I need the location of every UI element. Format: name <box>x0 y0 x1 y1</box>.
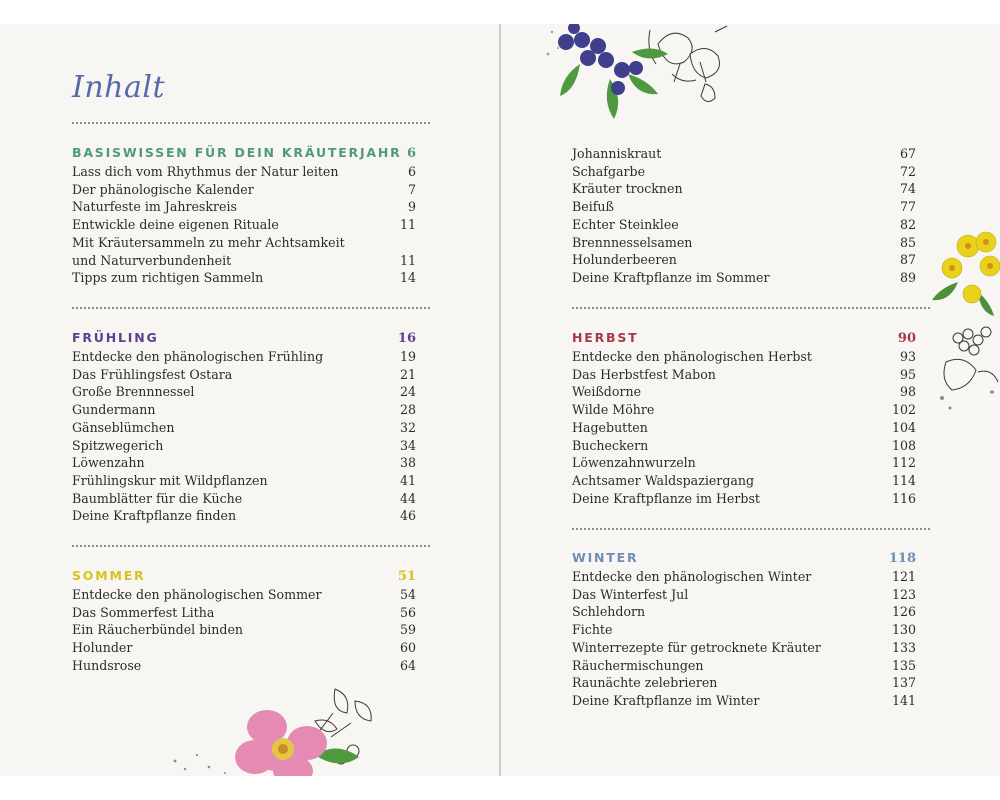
toc-entry-title: Fichte <box>572 622 613 638</box>
toc-entry[interactable] <box>572 586 916 604</box>
toc-entry[interactable] <box>72 401 416 419</box>
toc-entry-page: 116 <box>891 490 916 506</box>
toc-entry[interactable] <box>572 251 916 269</box>
section-heading-fruehling[interactable] <box>72 330 416 348</box>
toc-entry-title: Löwenzahn <box>72 455 145 471</box>
toc-entry-page: 104 <box>891 419 916 435</box>
toc-list <box>72 163 416 287</box>
toc-entry[interactable] <box>572 348 916 366</box>
toc-entry-title: Deine Kraftpflanze im Sommer <box>572 269 770 285</box>
toc-entry[interactable] <box>72 198 416 216</box>
toc-entry-page: 28 <box>399 402 416 418</box>
toc-entry[interactable] <box>72 490 416 508</box>
section-heading-page: 118 <box>888 551 916 566</box>
toc-entry-title: Lass dich vom Rhythmus der Natur leiten <box>72 164 339 179</box>
toc-entry-title: Das Frühlingsfest Ostara <box>72 366 233 382</box>
toc-entry[interactable] <box>72 383 416 401</box>
toc-list <box>72 348 416 525</box>
section-heading-herbst[interactable] <box>572 330 916 348</box>
toc-entry[interactable] <box>72 437 416 455</box>
wild-rose-illustration <box>165 685 395 776</box>
toc-entry-title: Das Winterfest Jul <box>572 586 689 602</box>
toc-entry-page: 60 <box>399 640 416 656</box>
toc-entry-page: 126 <box>891 604 916 620</box>
toc-entry-page: 87 <box>899 252 916 268</box>
toc-entry[interactable] <box>72 234 416 252</box>
toc-entry-page: 44 <box>399 490 416 506</box>
toc-entry[interactable] <box>572 419 916 437</box>
toc-entry-page: 95 <box>899 366 916 382</box>
toc-entry-page: 133 <box>891 639 916 655</box>
toc-entry-title: Hagebutten <box>572 419 648 435</box>
toc-entry-page: 32 <box>399 419 416 435</box>
toc-entry-page: 108 <box>891 437 916 453</box>
section-heading-page: 51 <box>397 569 416 584</box>
toc-entry-title: Winterrezepte für getrocknete Kräuter <box>572 639 821 655</box>
toc-entry[interactable] <box>572 198 916 216</box>
toc-entry[interactable] <box>572 657 916 675</box>
toc-entry[interactable] <box>72 252 416 270</box>
toc-entry-page: 59 <box>399 622 416 638</box>
toc-entry[interactable] <box>572 674 916 692</box>
toc-entry-title: Spitzwegerich <box>72 437 164 453</box>
section-fruehling <box>72 330 416 525</box>
toc-entry[interactable] <box>572 621 916 639</box>
toc-entry-page: 82 <box>899 216 916 232</box>
toc-entry-title: Das Sommerfest Litha <box>72 604 215 620</box>
toc-entry-title: Frühlingskur mit Wildpflanzen <box>72 472 268 488</box>
toc-entry-page: 67 <box>899 146 916 161</box>
toc-entry-title: und Naturverbundenheit <box>72 252 232 268</box>
toc-entry[interactable] <box>572 234 916 252</box>
toc-entry[interactable] <box>572 366 916 384</box>
toc-entry[interactable] <box>72 216 416 234</box>
toc-entry-page: 34 <box>399 437 416 453</box>
toc-entry[interactable] <box>72 419 416 437</box>
toc-entry[interactable] <box>72 366 416 384</box>
toc-entry[interactable] <box>72 269 416 287</box>
toc-entry-title: Löwenzahnwurzeln <box>572 455 696 471</box>
toc-entry-page: 135 <box>891 657 916 673</box>
toc-entry[interactable] <box>72 639 416 657</box>
section-divider <box>72 545 430 547</box>
toc-entry-title: Das Herbstfest Mabon <box>572 366 716 382</box>
toc-entry-title: Entwickle deine eigenen Rituale <box>72 217 279 233</box>
toc-entry-title: Räuchermischungen <box>572 657 704 673</box>
book-gutter <box>499 24 501 776</box>
toc-entry[interactable] <box>72 181 416 199</box>
toc-entry[interactable] <box>572 490 916 508</box>
toc-entry-title: Bucheckern <box>572 437 649 453</box>
section-sommer <box>72 568 416 675</box>
toc-list <box>572 568 916 710</box>
toc-entry-title: Schlehdorn <box>572 604 646 620</box>
toc-entry-title: Naturfeste im Jahreskreis <box>72 199 237 215</box>
toc-entry[interactable] <box>72 472 416 490</box>
toc-entry-page: 85 <box>899 234 916 250</box>
toc-entry[interactable] <box>72 163 416 181</box>
toc-entry-page: 9 <box>407 199 416 215</box>
toc-list <box>72 586 416 675</box>
toc-entry-page: 77 <box>899 199 916 215</box>
toc-entry-title: Raunächte zelebrieren <box>572 675 718 691</box>
toc-entry-title: Der phänologische Kalender <box>72 181 254 197</box>
toc-entry-title: Kräuter trocknen <box>572 181 683 197</box>
toc-entry-page: 89 <box>899 269 916 285</box>
section-sommer-continued <box>572 145 916 287</box>
toc-entry[interactable] <box>572 269 916 287</box>
section-heading-label: SOMMER <box>72 568 146 583</box>
toc-entry-page: 64 <box>399 657 416 673</box>
section-heading-page: 6 <box>406 146 416 161</box>
toc-entry-title: Schafgarbe <box>572 163 646 179</box>
toc-entry[interactable] <box>572 568 916 586</box>
toc-entry-title: Entdecke den phänologischen Sommer <box>72 587 322 602</box>
toc-entry[interactable] <box>72 621 416 639</box>
toc-entry[interactable] <box>72 586 416 604</box>
toc-entry-page: 74 <box>899 181 916 197</box>
toc-entry[interactable] <box>572 437 916 455</box>
toc-entry-page: 14 <box>399 270 416 286</box>
toc-entry-page: 6 <box>407 164 416 179</box>
toc-entry-title: Baumblätter für die Küche <box>72 490 243 506</box>
toc-entry-title: Holunderbeeren <box>572 252 677 268</box>
toc-entry[interactable] <box>572 163 916 181</box>
toc-entry-page: 56 <box>399 604 416 620</box>
toc-entry-title: Deine Kraftpflanze finden <box>72 508 237 524</box>
toc-entry-page: 46 <box>399 508 416 524</box>
section-heading-basiswissen[interactable] <box>72 145 416 163</box>
toc-entry-title: Große Brennnessel <box>72 384 195 400</box>
toc-entry-title: Beifuß <box>572 199 614 215</box>
toc-entry[interactable] <box>572 639 916 657</box>
toc-entry[interactable] <box>72 348 416 366</box>
toc-entry[interactable] <box>572 454 916 472</box>
toc-entry-title: Gänseblümchen <box>72 419 175 435</box>
section-divider <box>572 307 930 309</box>
toc-entry-page: 41 <box>399 472 416 488</box>
toc-entry-title: Tipps zum richtigen Sammeln <box>72 270 264 286</box>
section-divider <box>72 307 430 309</box>
toc-entry-page: 112 <box>891 455 916 471</box>
toc-entry-title: Achtsamer Waldspaziergang <box>572 472 755 488</box>
toc-entry[interactable] <box>572 692 916 710</box>
toc-entry-page: 102 <box>891 402 916 418</box>
toc-entry-title: Deine Kraftpflanze im Herbst <box>572 490 760 506</box>
toc-entry-page: 130 <box>891 622 916 638</box>
toc-entry-page: 141 <box>891 692 916 708</box>
st-johns-wort-illustration <box>928 222 1000 422</box>
toc-entry-title: Gundermann <box>72 402 156 418</box>
toc-entry[interactable] <box>72 657 416 675</box>
toc-entry[interactable] <box>572 603 916 621</box>
toc-entry-title: Ein Räucherbündel binden <box>72 622 244 638</box>
toc-entry-title: Echter Steinklee <box>572 216 679 232</box>
toc-entry-title: Entdecke den phänologischen Herbst <box>572 349 812 364</box>
section-heading-label: FRÜHLING <box>72 330 159 345</box>
section-heading-label: WINTER <box>572 550 639 565</box>
toc-entry[interactable] <box>572 401 916 419</box>
toc-list <box>572 348 916 507</box>
toc-entry-title: Entdecke den phänologischen Winter <box>572 569 812 584</box>
toc-entry[interactable] <box>572 180 916 198</box>
toc-entry-page: 54 <box>399 587 416 602</box>
toc-entry-title: Wilde Möhre <box>572 402 655 418</box>
toc-entry[interactable] <box>572 383 916 401</box>
toc-entry-page: 93 <box>899 349 916 364</box>
toc-entry-title: Brennnesselsamen <box>572 234 693 250</box>
toc-entry-title: Deine Kraftpflanze im Winter <box>572 692 760 708</box>
section-heading-winter[interactable] <box>572 550 916 568</box>
toc-entry-page: 7 <box>407 181 416 197</box>
toc-entry-page: 19 <box>399 349 416 364</box>
toc-entry-page: 38 <box>399 455 416 471</box>
section-heading-label: BASISWISSEN FÜR DEIN KRÄUTERJAHR <box>72 145 402 160</box>
section-heading-page: 90 <box>897 331 916 346</box>
section-heading-page: 16 <box>397 331 416 346</box>
toc-entry-page: 121 <box>891 569 916 584</box>
toc-entry-page: 98 <box>899 384 916 400</box>
toc-entry[interactable] <box>72 604 416 622</box>
toc-entry-title: Holunder <box>72 640 133 656</box>
section-heading-label: HERBST <box>572 330 639 345</box>
toc-entry[interactable] <box>572 145 916 163</box>
toc-entry-page: 11 <box>399 217 416 233</box>
toc-entry-title: Mit Kräutersammeln zu mehr Achtsamkeit <box>72 234 345 250</box>
title-divider <box>72 122 430 124</box>
toc-entry-page: 114 <box>891 472 916 488</box>
toc-entry[interactable] <box>572 216 916 234</box>
toc-entry-title: Weißdorne <box>572 384 642 400</box>
toc-entry[interactable] <box>72 454 416 472</box>
toc-entry-page: 72 <box>899 163 916 179</box>
toc-entry-page: 21 <box>399 366 416 382</box>
section-basiswissen <box>72 145 416 287</box>
toc-entry-page: 123 <box>891 586 916 602</box>
section-heading-sommer[interactable] <box>72 568 416 586</box>
toc-entry-title: Entdecke den phänologischen Frühling <box>72 349 324 364</box>
toc-entry[interactable] <box>72 507 416 525</box>
toc-entry[interactable] <box>572 472 916 490</box>
section-winter <box>572 550 916 710</box>
toc-entry-page: 11 <box>399 252 416 268</box>
toc-entry-page: 24 <box>399 384 416 400</box>
toc-list <box>572 145 916 287</box>
toc-entry-title: Hundsrose <box>72 657 142 673</box>
page-title: Inhalt <box>72 70 166 105</box>
blueberry-sprig-illustration <box>540 24 740 128</box>
section-herbst <box>572 330 916 507</box>
toc-entry-page: 137 <box>891 675 916 691</box>
toc-entry-title: Johanniskraut <box>572 146 662 161</box>
section-divider <box>572 528 930 530</box>
